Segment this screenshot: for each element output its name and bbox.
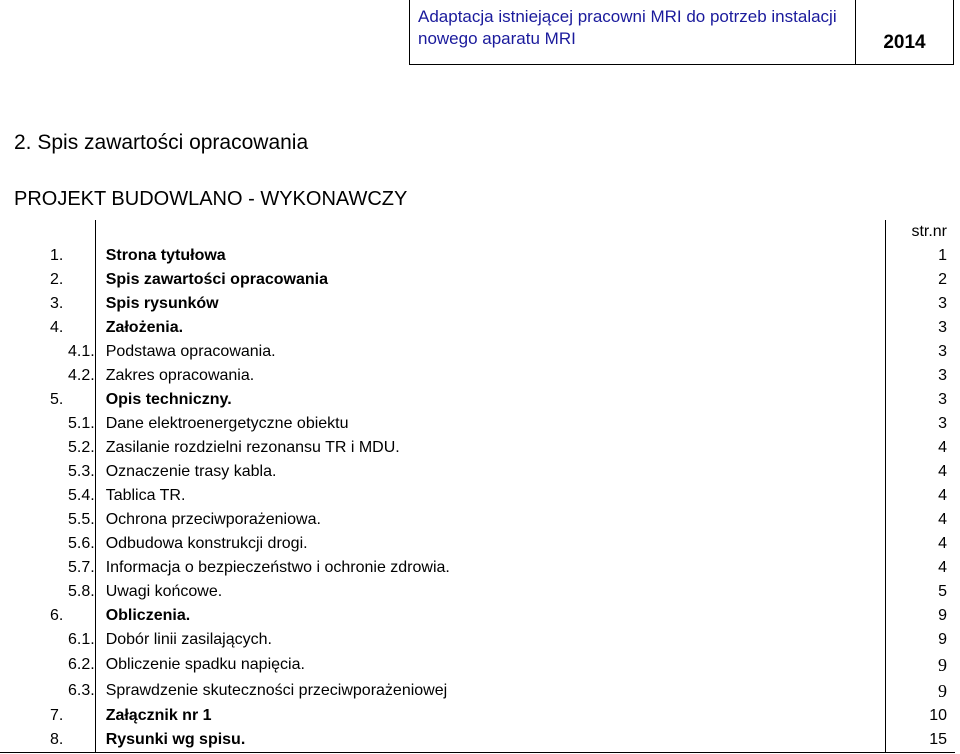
- toc-number: 2.: [0, 268, 95, 292]
- toc-row: [0, 412, 955, 436]
- toc-page-number: 9: [938, 681, 947, 701]
- toc-row: [0, 678, 955, 704]
- toc-page-number: 15: [885, 728, 955, 753]
- toc-number: 3.: [0, 292, 95, 316]
- toc-title: Założenia.: [95, 316, 885, 340]
- toc-row: [0, 728, 955, 753]
- toc-row: [0, 436, 955, 460]
- toc-page-number: 2: [938, 271, 947, 288]
- toc-number: 6.3.: [0, 678, 95, 704]
- page-header: [409, 0, 954, 65]
- toc-page-number: 4: [938, 559, 947, 576]
- toc-title: Informacja o bezpieczeństwo i ochronie zdrowia.: [95, 556, 885, 580]
- toc-title: Obliczenie spadku napięcia.: [95, 652, 885, 678]
- toc-page-number: 9: [938, 655, 947, 675]
- toc-page-number: 4: [938, 463, 947, 480]
- toc-number: 5.5.: [0, 508, 95, 532]
- toc-title: Ochrona przeciwporażeniowa.: [95, 508, 885, 532]
- toc-table: [0, 220, 955, 753]
- header-year: 2014: [883, 32, 926, 53]
- toc-header-num: [0, 220, 95, 244]
- toc-page-number: 4: [938, 511, 947, 528]
- toc-number: 5.: [0, 388, 95, 412]
- toc-page-number: 5: [938, 583, 947, 600]
- toc-title: Podstawa opracowania.: [95, 340, 885, 364]
- toc-page-number: 9: [938, 607, 947, 624]
- toc-title: Załącznik nr 1: [95, 704, 885, 728]
- toc-number: 8.: [0, 728, 95, 753]
- toc-row: [0, 508, 955, 532]
- toc-number: 4.1.: [0, 340, 95, 364]
- toc-page-number: 3: [938, 319, 947, 336]
- toc-page-number: 3: [938, 415, 947, 432]
- toc-title: Strona tytułowa: [95, 244, 885, 268]
- toc-row: [0, 460, 955, 484]
- toc-title: Dobór linii zasilających.: [95, 628, 885, 652]
- toc-page-number: 3: [938, 295, 947, 312]
- toc-number: 5.6.: [0, 532, 95, 556]
- toc-header-row: [0, 220, 955, 244]
- toc-number: 5.1.: [0, 412, 95, 436]
- toc-row: [0, 704, 955, 728]
- toc-title: Uwagi końcowe.: [95, 580, 885, 604]
- toc-title: Zasilanie rozdzielni rezonansu TR i MDU.: [95, 436, 885, 460]
- toc-number: 5.8.: [0, 580, 95, 604]
- toc-page-number: 3: [938, 367, 947, 384]
- toc-page-number: 4: [938, 535, 947, 552]
- toc-page-number: 10: [929, 707, 947, 724]
- toc-page-number: 3: [938, 343, 947, 360]
- toc-page-number: 9: [938, 631, 947, 648]
- toc-number: 1.: [0, 244, 95, 268]
- toc-row: [0, 484, 955, 508]
- toc-row: [0, 628, 955, 652]
- toc-title: Oznaczenie trasy kabla.: [95, 460, 885, 484]
- toc-number: 5.2.: [0, 436, 95, 460]
- toc-title: Obliczenia.: [95, 604, 885, 628]
- toc-page-number: 4: [938, 487, 947, 504]
- toc-title: Spis rysunków: [95, 292, 885, 316]
- toc-row: [0, 340, 955, 364]
- toc-row: [0, 388, 955, 412]
- toc-row: [0, 364, 955, 388]
- toc-header-title: [95, 220, 885, 244]
- toc-number: 4.: [0, 316, 95, 340]
- toc-row: [0, 268, 955, 292]
- toc-row: [0, 556, 955, 580]
- toc-row: [0, 604, 955, 628]
- toc-row: [0, 532, 955, 556]
- toc-title: Opis techniczny.: [95, 388, 885, 412]
- toc-row: [0, 580, 955, 604]
- toc-page-number: 1: [938, 247, 947, 264]
- section-heading: 2. Spis zawartości opracowania: [14, 131, 309, 154]
- toc-number: 5.7.: [0, 556, 95, 580]
- toc-title: Dane elektroenergetyczne obiektu: [95, 412, 885, 436]
- toc-title: Sprawdzenie skuteczności przeciwporażeniowej: [95, 678, 885, 704]
- toc-row: [0, 292, 955, 316]
- toc-title: Odbudowa konstrukcji drogi.: [95, 532, 885, 556]
- toc-row: [0, 316, 955, 340]
- toc-number: 5.3.: [0, 460, 95, 484]
- toc-number: 6.: [0, 604, 95, 628]
- toc-number: 6.2.: [0, 652, 95, 678]
- toc-row: [0, 652, 955, 678]
- toc-title: Spis zawartości opracowania: [95, 268, 885, 292]
- toc-number: 7.: [0, 704, 95, 728]
- toc-header-page: str.nr: [911, 223, 947, 240]
- toc-number: 6.1.: [0, 628, 95, 652]
- toc-row: [0, 244, 955, 268]
- toc-title: Tablica TR.: [95, 484, 885, 508]
- toc-title: Zakres opracowania.: [95, 364, 885, 388]
- toc-number: 5.4.: [0, 484, 95, 508]
- toc-page-number: 4: [938, 439, 947, 456]
- toc-title: Rysunki wg spisu.: [95, 728, 885, 753]
- toc-number: 4.2.: [0, 364, 95, 388]
- toc-page-number: 3: [938, 391, 947, 408]
- project-subheading: PROJEKT BUDOWLANO - WYKONAWCZY: [14, 188, 408, 210]
- header-title: Adaptacja istniejącej pracowni MRI do potrzeb instalacji nowego aparatu MRI: [410, 0, 856, 64]
